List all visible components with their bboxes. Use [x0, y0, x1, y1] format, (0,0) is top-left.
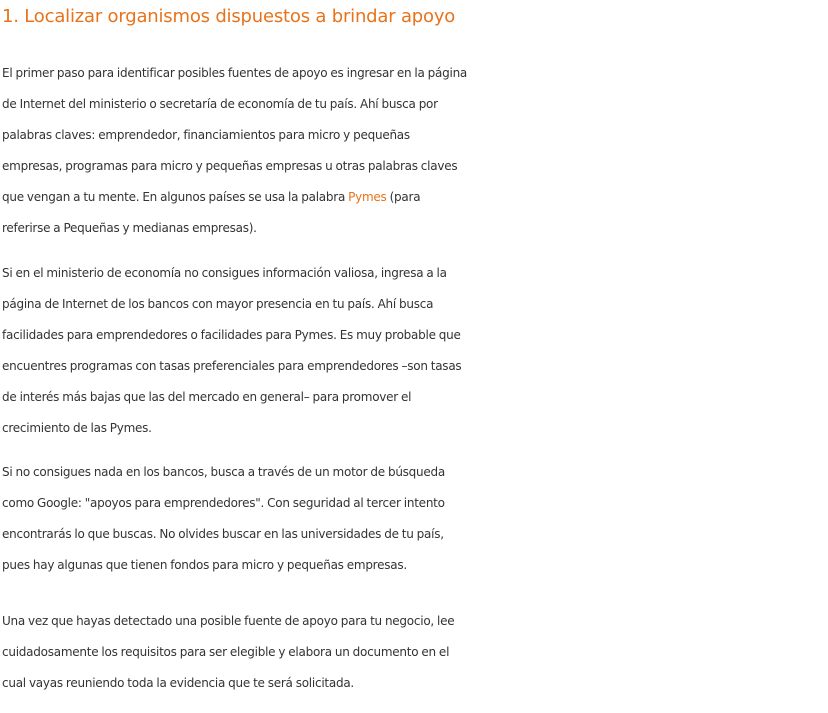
paragraph-line: Una vez que hayas detectado una posible fuente de apoyo para tu negocio, lee [2, 614, 455, 628]
paragraph-3 [2, 457, 826, 581]
paragraph-line: El primer paso para identificar posibles fuentes de apoyo es ingresar en la página [2, 66, 468, 80]
paragraph-line: encontrarás lo que buscas. No olvides buscar en las universidades de tu país, [2, 527, 444, 541]
paragraph-line: de interés más bajas que las del mercado en general– para promover el [2, 390, 412, 404]
paragraph-line [2, 182, 826, 213]
paragraph-line-text: (para [386, 190, 421, 204]
paragraph-line: cuidadosamente los requisitos para ser elegible y elabora un documento en el [2, 645, 450, 659]
section-heading: 1. Localizar organismos dispuestos a brindar apoyo [2, 6, 456, 27]
paragraph-line: Si no consigues nada en los bancos, busca a través de un motor de búsqueda [2, 465, 445, 479]
paragraph-line: referirse a Pequeñas y medianas empresas). [2, 221, 257, 235]
paragraph-line-text: que vengan a tu mente. En algunos países se usa la palabra [2, 190, 349, 204]
paragraph-2 [2, 258, 826, 444]
paragraph-line: facilidades para emprendedores o facilidades para Pymes. Es muy probable que [2, 328, 461, 342]
paragraph-line: crecimiento de las Pymes. [2, 421, 152, 435]
paragraph-line: encuentres programas con tasas preferenciales para emprendedores –son tasas [2, 359, 462, 373]
pymes-highlight: Pymes [348, 190, 387, 204]
paragraph-line: empresas, programas para micro y pequeñas empresas u otras palabras claves [2, 159, 458, 173]
paragraph-line: de Internet del ministerio o secretaría de economía de tu país. Ahí busca por [2, 97, 438, 111]
paragraph-line: página de Internet de los bancos con mayor presencia en tu país. Ahí busca [2, 297, 434, 311]
paragraph-line: cual vayas reuniendo toda la evidencia que te será solicitada. [2, 676, 354, 690]
paragraph-line: Si en el ministerio de economía no consigues información valiosa, ingresa a la [2, 266, 447, 280]
paragraph-4 [2, 606, 826, 699]
paragraph-line: como Google: "apoyos para emprendedores". Con seguridad al tercer intento [2, 496, 445, 510]
paragraph-line: pues hay algunas que tienen fondos para micro y pequeñas empresas. [2, 558, 407, 572]
paragraph-1 [2, 58, 826, 244]
paragraph-line: palabras claves: emprendedor, financiamientos para micro y pequeñas [2, 128, 410, 142]
